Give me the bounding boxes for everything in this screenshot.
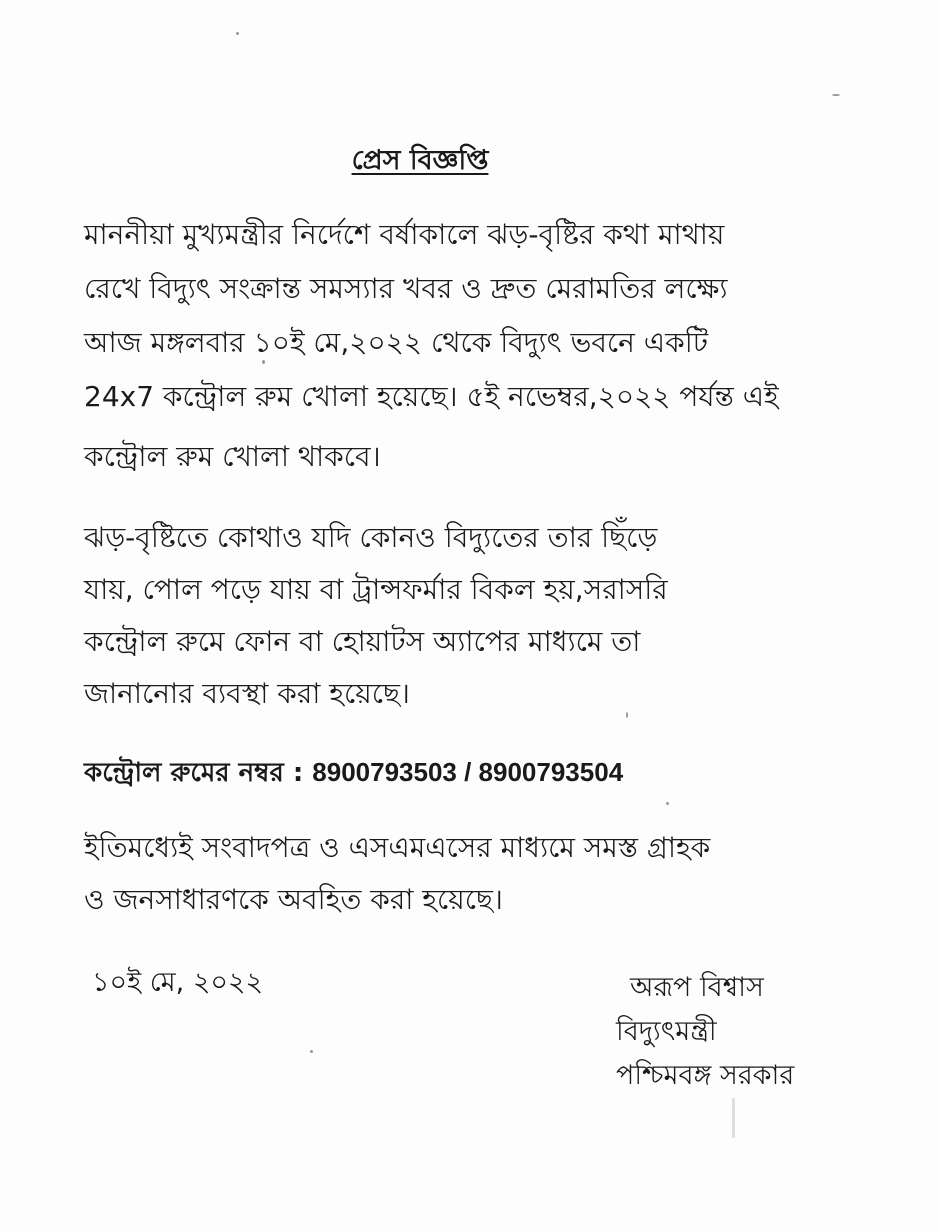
paragraph-public-notice bbox=[84, 822, 834, 926]
paragraph-line: ও জনসাধারণকে অবহিত করা হয়েছে। bbox=[84, 883, 503, 916]
scan-speck bbox=[732, 1098, 735, 1138]
scan-speck bbox=[626, 712, 628, 718]
scan-speck bbox=[832, 94, 840, 96]
paragraph-line: জানানোর ব্যবস্থা করা হয়েছে। bbox=[84, 677, 410, 710]
contact-numbers: 8900793503 / 8900793504 bbox=[312, 757, 624, 787]
document-date: ১০ই মে, ২০২২ bbox=[92, 967, 264, 998]
paragraph-line: আজ মঙ্গলবার ১০ই মে,২০২২ থেকে বিদ্যুৎ ভবনে একটি bbox=[84, 326, 708, 359]
signatory-name: অরূপ বিশ্বাস bbox=[630, 972, 764, 1003]
paragraph-line: কন্ট্রোল রুম খোলা থাকবে। bbox=[84, 440, 381, 473]
paragraph-line: কন্ট্রোল রুমে ফোন বা হোয়াটস অ্যাপের মাধ্যমে তা bbox=[84, 625, 641, 658]
scan-speck bbox=[666, 802, 669, 805]
paragraph-line: ঝড়-বৃষ্টিতে কোথাও যদি কোনও বিদ্যুতের তার ছিঁড়ে bbox=[84, 521, 658, 554]
scan-speck bbox=[236, 32, 239, 35]
signatory-designation: বিদ্যুৎমন্ত্রী bbox=[616, 1016, 717, 1047]
paragraph-line: রেখে বিদ্যুৎ সংক্রান্ত সমস্যার খবর ও দ্রুত মেরামতির লক্ষ্যে bbox=[84, 272, 728, 305]
signature-block bbox=[616, 966, 794, 1098]
signatory-government: পশ্চিমবঙ্গ সরকার bbox=[616, 1060, 795, 1091]
paragraph-line: যায়, পোল পড়ে যায় বা ট্রান্সফর্মার বিকল হয়,সরাসরি bbox=[84, 573, 668, 606]
contact-label: কন্ট্রোল রুমের নম্বর : bbox=[84, 758, 313, 788]
paragraph-control-room-opening bbox=[84, 208, 834, 484]
paragraph-line: মাননীয়া মুখ্যমন্ত্রীর নির্দেশে বর্ষাকালে ঝড়-বৃষ্টির কথা মাথায় bbox=[84, 218, 725, 251]
paragraph-line: ইতিমধ্যেই সংবাদপত্র ও এসএমএসের মাধ্যমে সমস্ত গ্রাহক bbox=[84, 831, 711, 864]
scan-speck bbox=[310, 1050, 313, 1053]
paragraph-reporting-instructions bbox=[84, 512, 834, 720]
document-title: প্রেস বিজ্ঞপ্তি bbox=[351, 145, 489, 176]
paragraph-line: 24x7 কন্ট্রোল রুম খোলা হয়েছে। ৫ই নভেম্বর,২০২২ পর্যন্ত এই bbox=[84, 380, 779, 413]
control-room-contact bbox=[84, 752, 844, 796]
scan-speck bbox=[262, 360, 265, 364]
